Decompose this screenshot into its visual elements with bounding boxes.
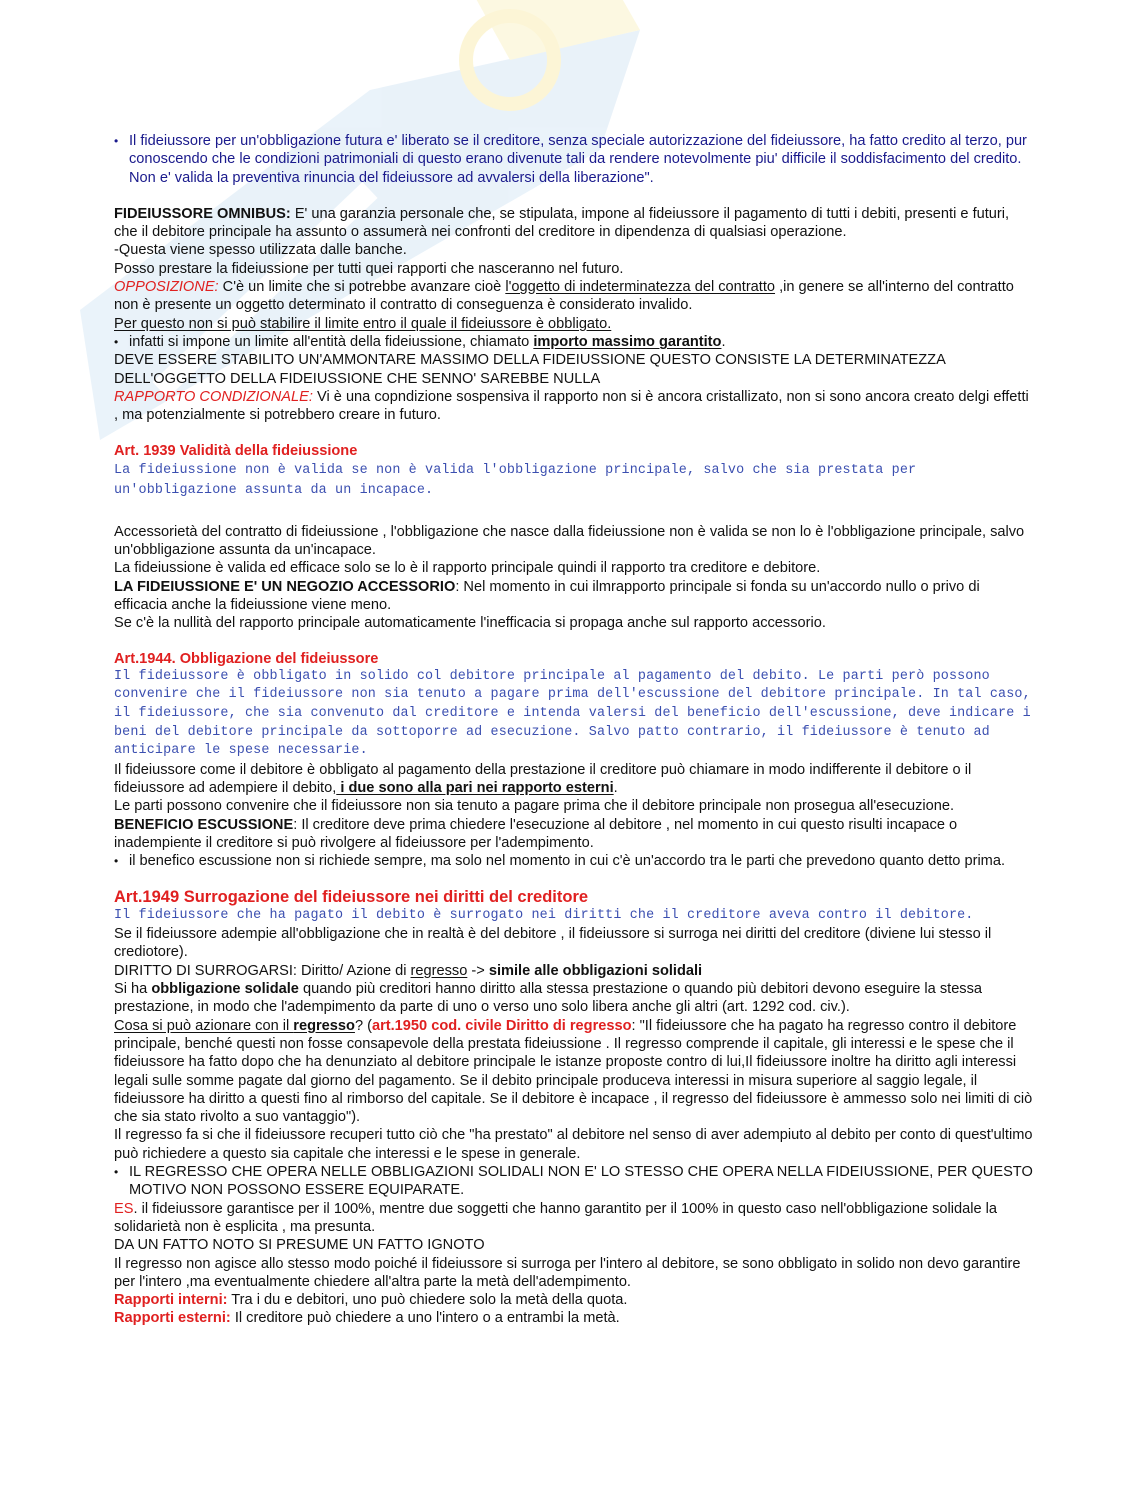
art1949-p2: DIRITTO DI SURROGARSI: Diritto/ Azione di regresso -> simile alle obbligazioni solidali [114,962,703,979]
rapporti-esterni: Rapporti esterni: Il creditore può chiedere a uno l'intero o a entrambi la metà. [114,1310,620,1327]
opposizione-paragraph: OPPOSIZIONE: C'è un limite che si potrebbe avanzare cioè l'oggetto di indeterminatezza del contratto ,in genere se all'interno del contratto non è presente un oggetto determinato il contratto di conseguenza è considerato invalido. [114,279,1014,314]
limite-line: Per questo non si può stabilire il limite entro il quale il fideiussore è obbligato. [114,315,612,332]
rapporto-condizionale-paragraph: RAPPORTO CONDIZIONALE: Vi è una copndizione sospensiva il rapporto non si è ancora cristallizato, non si sono ancora creato delgi effetti , ma potenzialmente si potrebbero creare in futuro. [114,388,1029,424]
importo-bullet: • infatti si impone un limite all'entità della fideiussione, chiamato importo massimo garantito. [114,333,1036,351]
art1939-p3: LA FIDEIUSSIONE E' UN NEGOZIO ACCESSORIO: Nel momento in cui ilmrapporto principale si fonda su un'accordo nullo o privo di efficacia anche la fideiussione viene meno. [114,578,980,613]
art1939-p2: La fideiussione è valida ed efficace solo se lo è il rapporto principale quindi il rapporto tra creditore e debitore. [114,560,821,577]
art1949-caps: DA UN FATTO NOTO SI PRESUME UN FATTO IGNOTO [114,1237,485,1254]
art1949-p3: Si ha obbligazione solidale quando più creditori hanno diritto alla stessa prestazione o quando più debitori devono eseguire la stessa prestazione, in modo che l'adempimento da parte di uno o verso uno solo libera anche gli altri (art. 1292 cod. civ.). [114,981,983,1016]
art1944-p1: Il fideiussore come il debitore è obbligato al pagamento della prestazione il creditore può chiamare in modo indifferente il debitore o il fideiussore ad adempiere il debito, i due sono alla pari nei rapporto esterni. [114,761,972,797]
art1949-p1: Se il fideiussore adempie all'obbligazione che in realtà è del debitore , il fideiussore si surroga nei diritti del creditore (diviene lui stesso il crediotore). [114,926,992,961]
rapporti-interni-label: Rapporti interni: [114,1292,228,1309]
caps-paragraph: DEVE ESSERE STABILITO UN'AMMONTARE MASSIMO DELLA FIDEIUSSIONE QUESTO CONSISTE LA DETERMINATEZZA DELL'OGGETTO DELLA FIDEIUSSIONE CHE SENNO' SAREBBE NULLA [114,352,946,387]
omnibus-heading: FIDEIUSSORE OMNIBUS: [114,205,291,222]
art1949-p6: Il regresso non agisce allo stesso modo poiché il fideiussore si surroga per l'intero al debitore, se sono obbligato in solido non devo garantire per l'intero ,ma eventualmente chiedere all'altra parte la metà dell'adempimento. [114,1255,1021,1290]
es-label: ES [114,1200,134,1217]
art1944-p3: BENEFICIO ESCUSSIONE: Il creditore deve prima chiedere l'esecuzione al debitore , nel momento in cui questo risulti incapace o inadempiente il creditore si può rivolgere al fideiussore per l'adempimento. [114,816,958,851]
art1950-reference: art.1950 cod. civile Diritto di regresso [371,1017,632,1034]
rapporti-interni: Rapporti interni: Tra i du e debitori, uno può chiedere solo la metà della quota. [114,1292,628,1309]
art1949-p5: Il regresso fa si che il fideiussore recuperi tutto ciò che "ha prestato" al debitore nel senso di aver adempiuto al debito per conto di quest'ultimo può richiedere a questo sia capitale che interessi e le spese in generale. [114,1127,1033,1162]
art1944-p2: Le parti possono convenire che il fideiussore non sia tenuto a pagare prima che il debitore principale non prosegua all'esecuzione. [114,798,955,815]
art1939-p1: Accessorietà del contratto di fideiussione , l'obbligazione che nasce dalla fideiussione non è valida se non lo è l'obbligazione principale, salvo un'obbligazione assunta da un'incapace. [114,523,1025,559]
rapporto-condizionale-label: RAPPORTO CONDIZIONALE: [114,388,313,405]
omnibus-line3: Posso prestare la fideiussione per tutti quei rapporti che nasceranno nel futuro. [114,260,624,277]
opposizione-label: OPPOSIZIONE: [114,279,219,296]
art1949-bullet: • IL REGRESSO CHE OPERA NELLE OBBLIGAZIONI SOLIDALI NON E' LO STESSO CHE OPERA NELLA FIDEIUSSIONE, PER QUESTO MOTIVO NON POSSONO ESSERE EQUIPARATE. [114,1163,1036,1200]
art1944-bullet: • il benefico escussione non si richiede sempre, ma solo nel momento in cui c'è un'accordo tra le parti che prevedono quanto detto prima. [114,852,1036,870]
art1939-p4: Se c'è la nullità del rapporto principale automaticamente l'inefficacia si propaga anche sul rapporto accessorio. [114,615,826,632]
art1949-code: Il fideiussore che ha pagato il debito è surrogato nei diritti che il creditore aveva contro il debitore. [114,907,974,923]
art1944-code: Il fideiussore è obbligato in solido col debitore principale al pagamento del debito. Le parti però possono convenire che il fideiussore non sia tenuto a pagare prima dell'escussione del debitore principale. In tal caso, il fideiussore, che sia convenuto dal creditore e intenda valersi del beneficio dell'escussione, deve indicare i beni del debitore principale da sottoporre ad esecuzione. Salvo patto contrario, il fideiussore è tenuto ad anticipare le spese necessarie. [114,668,1031,759]
omnibus-line2: -Questa viene spesso utilizzata dalle banche. [114,242,407,259]
art1949-heading: Art.1949 Surrogazione del fideiussore nei diritti del creditore [114,887,589,906]
art1949-es: ES. il fideiussore garantisce per il 100%, mentre due soggetti che hanno garantito per il 100% in questo caso nell'obbligazione solidale la solidarietà non è esplicita , ma presunta. [114,1200,998,1235]
art1939-code: La fideiussione non è valida se non è valida l'obbligazione principale, salvo che sia prestata per un'obbligazione assunta da un incapace. [114,462,917,499]
art1939-heading: Art. 1939 Validità della fideiussione [114,443,358,460]
rapporti-esterni-label: Rapporti esterni: [114,1310,231,1327]
art1944-heading: Art.1944. Obbligazione del fideiussore [114,650,379,667]
document-page [114,132,1036,1328]
intro-bullet: • Il fideiussore per un'obbligazione futura e' liberato se il creditore, senza speciale autorizzazione del fideiussore, ha fatto credito al terzo, pur conoscendo che le condizioni patrimoniali di questo erano divenute tali da rendere notevolmente piu' difficile il soddisfacimento del credito. Non e' valida la preventiva rinuncia del fideiussore ad avvalersi della liberazione". [114,132,1036,187]
omnibus-paragraph: FIDEIUSSORE OMNIBUS: E' una garanzia personale che, se stipulata, impone al fideiussore il pagamento di tutti i debiti, presenti e futuri, che il debitore principale ha assunto o assumerà nei confronti del creditore in dipendenza di qualsiasi operazione. [114,205,1010,241]
art1949-p4: Cosa si può azionare con il regresso? (art.1950 cod. civile Diritto di regresso: "Il fideiussore che ha pagato ha regresso contro il debitore principale, benché questi non fosse consapevole della prestata fideiussione . Il regresso comprende il capitale, gli interessi e le spese che il fideiussore ha fatto dopo che ha denunziato al debitore principale le istanze proposte contro di lui,Il fideiussore inoltre ha diritto agli interessi legali sulle somme pagate dal giorno del pagamento. Se il debito principale produceva interessi in misura superiore al saggio legale, il fideiussore ha diritto a questi fino al rimborso del capitale. Se il debitore è incapace , il regresso del fideiussore è ammesso solo nei limiti di ciò che sia stato rivolto a suo vantaggio"). [114,1017,1033,1126]
